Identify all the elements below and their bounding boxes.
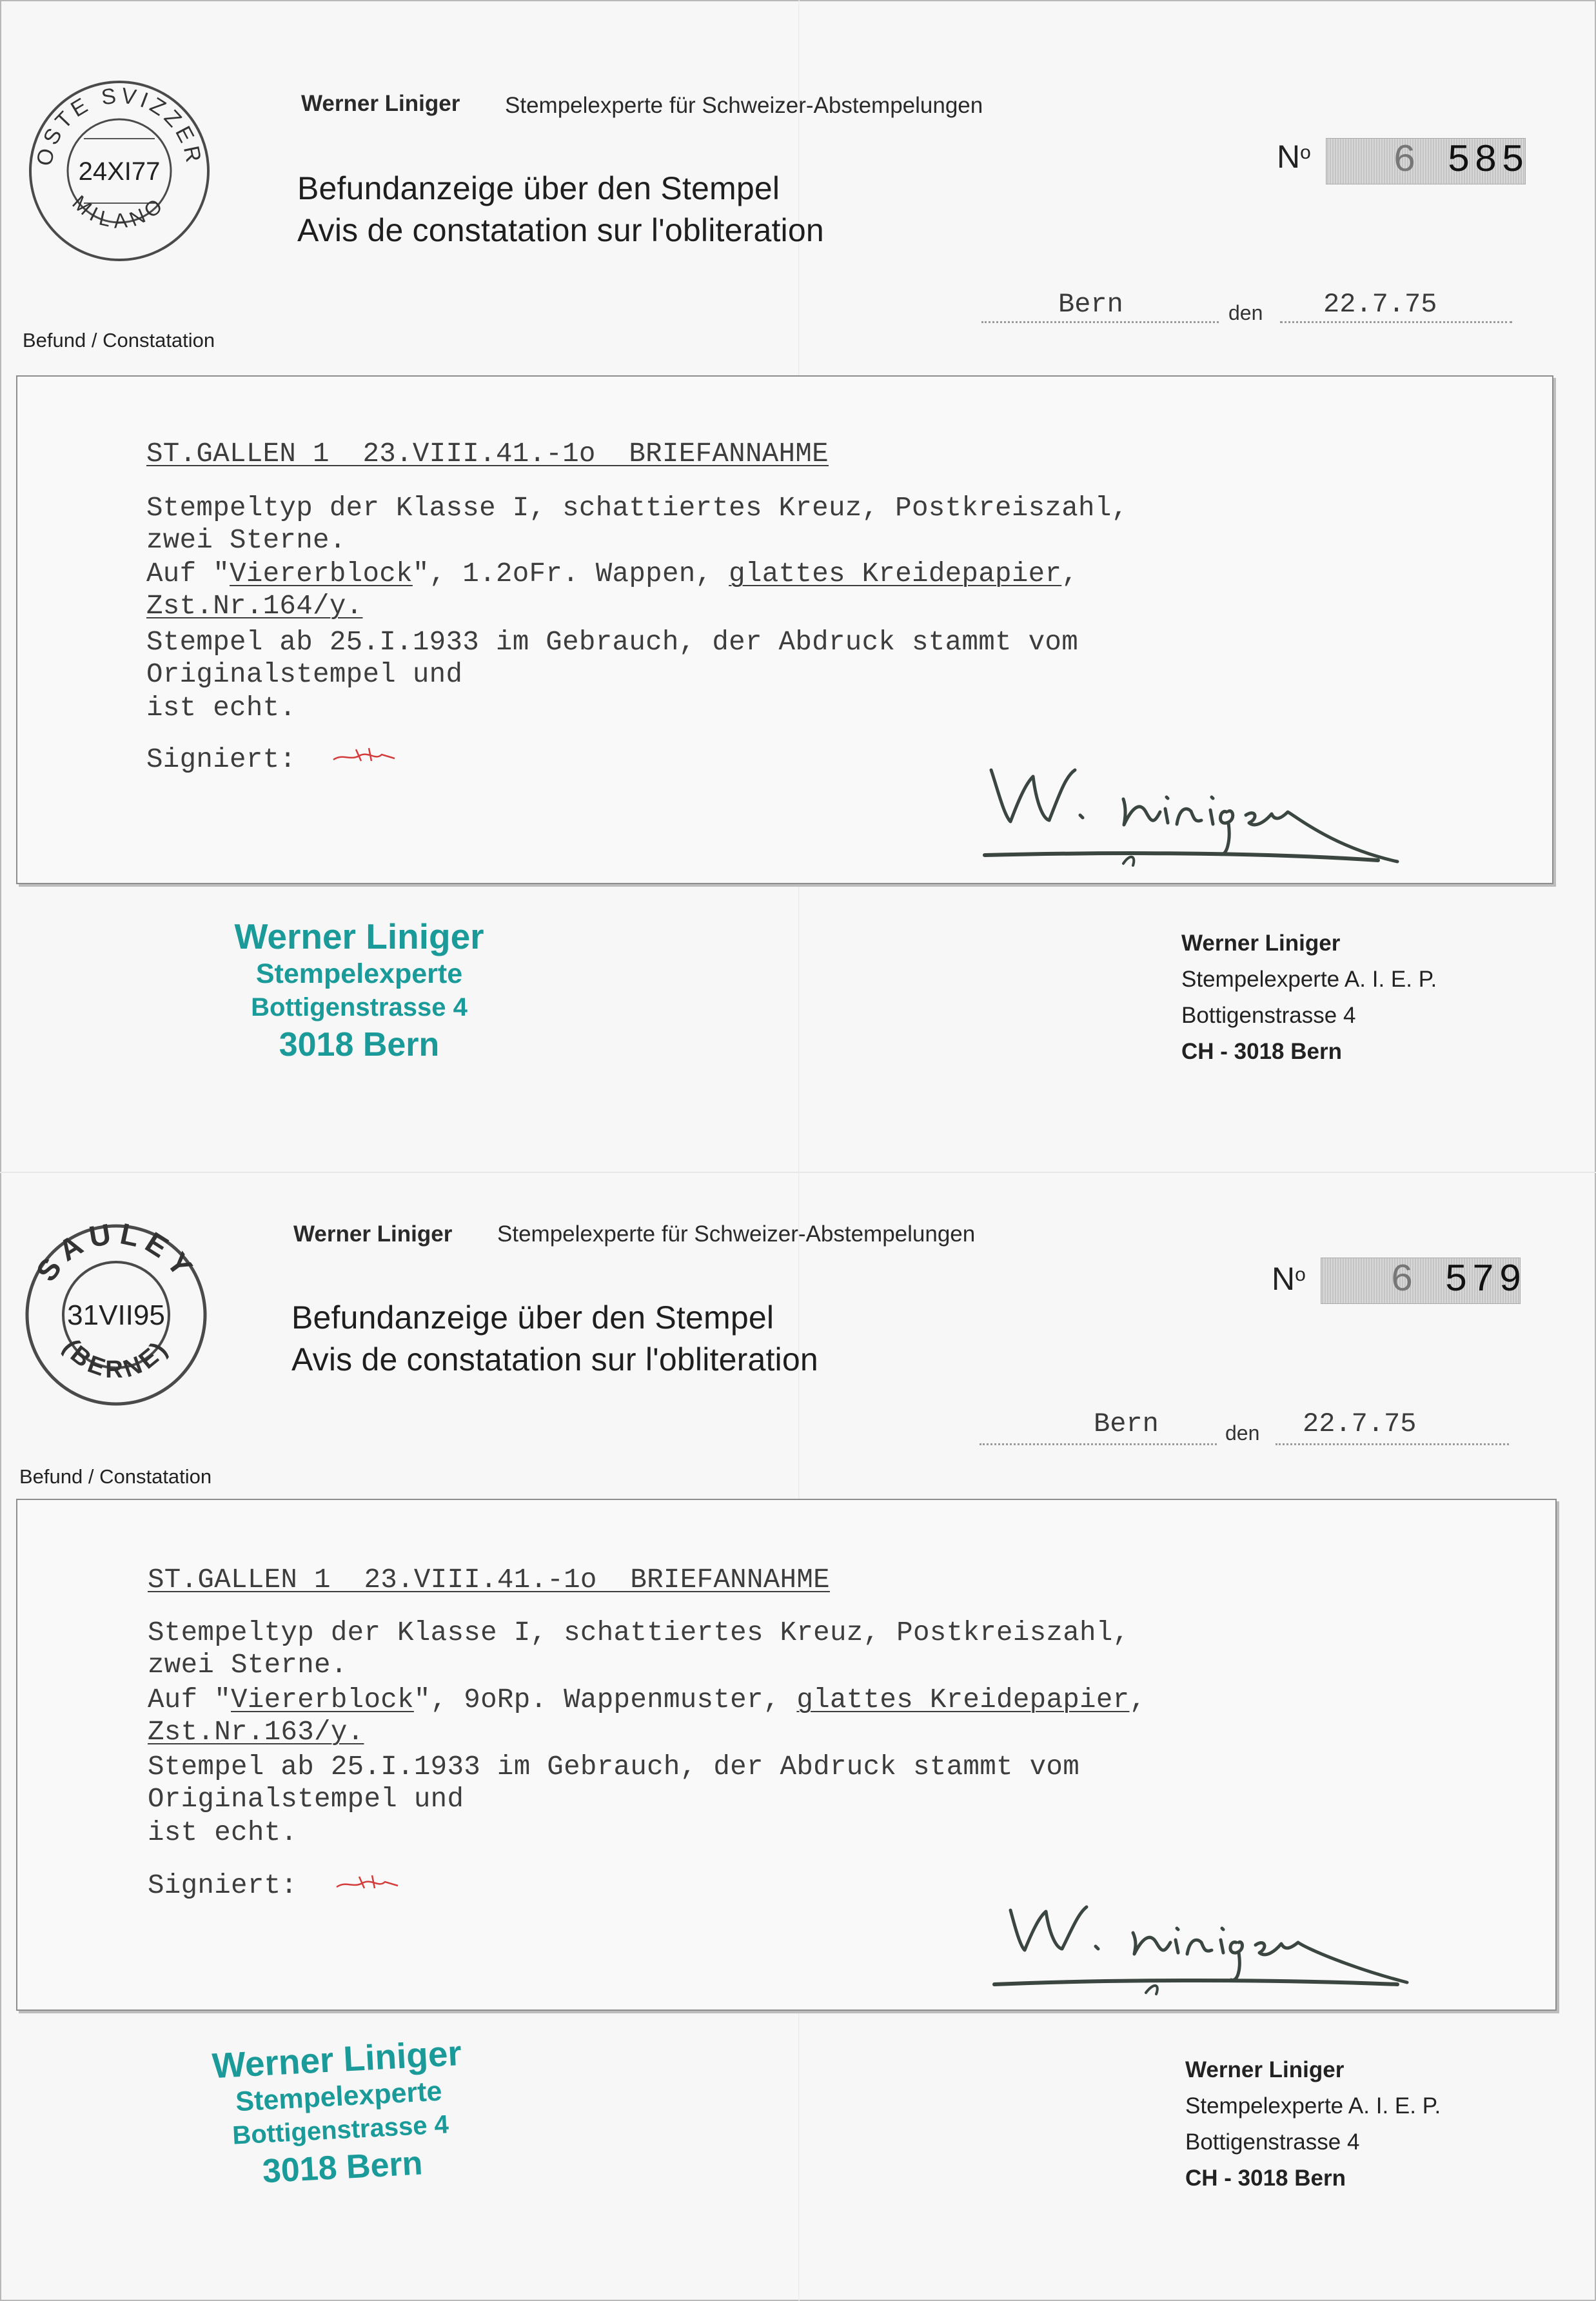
- date-line: [1276, 1443, 1509, 1445]
- place-value: Bern: [1058, 289, 1123, 320]
- date-value: 22.7.75: [1303, 1408, 1417, 1439]
- number-label: $N^o$: [1272, 1261, 1306, 1297]
- number-value: 6 585: [1393, 139, 1529, 183]
- body-line-5: Zst.Nr.163/y.: [148, 1717, 364, 1748]
- body-line-5: Zst.Nr.164/y.: [146, 591, 363, 622]
- postmark-designation: ST.GALLEN 1 23.VIII.41.-1o BRIEFANNAHME: [146, 439, 829, 469]
- number-value: 6 579: [1390, 1259, 1526, 1303]
- postmark-sauley: [19, 1218, 213, 1412]
- header-subtitle: Stempelexperte für Schweizer-Abstempelungen: [505, 93, 983, 118]
- teal-stamp-city: 3018 Bern: [261, 2144, 424, 2191]
- svg-text:31VII95: 31VII95: [67, 1299, 165, 1331]
- postmark-sauley-icon: [19, 1218, 213, 1412]
- befund-label: Befund / Constatation: [23, 329, 215, 351]
- body-line-8: ist echt.: [146, 693, 297, 724]
- title-french: Avis de constatation sur l'obliteration: [297, 212, 824, 248]
- red-mark-icon: [333, 1869, 404, 1895]
- svg-text:24XI77: 24XI77: [78, 157, 161, 186]
- address-street: Bottigenstrasse 4: [1185, 2129, 1360, 2155]
- postmark-designation: ST.GALLEN 1 23.VIII.41.-1o BRIEFANNAHME: [148, 1565, 830, 1595]
- address-name: Werner Liniger: [1185, 2057, 1345, 2082]
- findings-box: [16, 375, 1553, 884]
- svg-text:SAULEY: SAULEY: [29, 1218, 203, 1288]
- teal-stamp-role: Stempelexperte: [255, 958, 463, 989]
- sender-address: [1181, 925, 1437, 1070]
- certificate-6579: [0, 1150, 1596, 2301]
- body-line-4: Auf "Viererblock", 1.2oFr. Wappen, glattes Kreidepapier,: [146, 558, 1079, 589]
- teal-stamp: [178, 2030, 501, 2196]
- body-line-4: Auf "Viererblock", 9oRp. Wappenmuster, glattes Kreidepapier,: [148, 1684, 1147, 1715]
- header-subtitle: Stempelexperte für Schweizer-Abstempelungen: [497, 1221, 976, 1247]
- svg-text:POSTE SVIZZERE: OSTE SVIZZER: [32, 83, 207, 168]
- address-role: Stempelexperte A. I. E. P.: [1181, 967, 1437, 992]
- number-label: $N^o$: [1277, 139, 1311, 175]
- teal-stamp-role: Stempelexperte: [235, 2075, 443, 2118]
- body-line-3: zwei Sterne.: [146, 525, 346, 556]
- date-line: [1280, 321, 1512, 323]
- findings-box: [16, 1499, 1557, 2011]
- certificate-6585: [0, 0, 1596, 1150]
- address-city: CH - 3018 Bern: [1181, 1039, 1342, 1064]
- den-label: den: [1228, 301, 1263, 324]
- teal-stamp-name: Werner Liniger: [211, 2033, 463, 2086]
- postmark-milano-icon: [23, 74, 216, 268]
- signed-label: Signiert:: [146, 744, 297, 775]
- svg-text:MILANO: MILANO: [68, 190, 171, 233]
- address-role: Stempelexperte A. I. E. P.: [1185, 2093, 1441, 2118]
- teal-stamp-street: Bottigenstrasse 4: [251, 993, 468, 1022]
- body-line-7: Originalstempel und: [146, 659, 463, 690]
- date-value: 22.7.75: [1323, 289, 1437, 320]
- address-street: Bottigenstrasse 4: [1181, 1003, 1356, 1028]
- place-line: [981, 321, 1219, 323]
- title-german: Befundanzeige über den Stempel: [297, 170, 780, 206]
- den-label: den: [1225, 1421, 1260, 1445]
- header-name: Werner Liniger: [293, 1221, 453, 1247]
- title-german: Befundanzeige über den Stempel: [291, 1299, 774, 1336]
- befund-label: Befund / Constatation: [19, 1465, 212, 1488]
- teal-stamp-name: Werner Liniger: [234, 916, 484, 956]
- place-value: Bern: [1094, 1408, 1159, 1439]
- body-line-2: Stempeltyp der Klasse I, schattiertes Kreuz, Postkreiszahl,: [148, 1617, 1130, 1648]
- body-line-7: Originalstempel und: [148, 1784, 464, 1815]
- svg-text:(BERNE): (BERNE): [57, 1334, 175, 1384]
- body-line-6: Stempel ab 25.I.1933 im Gebrauch, der Abdruck stammt vom: [148, 1752, 1080, 1783]
- postmark-milano: [23, 74, 216, 268]
- address-city: CH - 3018 Bern: [1185, 2166, 1346, 2191]
- body-line-2: Stempeltyp der Klasse I, schattiertes Kreuz, Postkreiszahl,: [146, 493, 1128, 524]
- signed-label: Signiert:: [148, 1870, 298, 1901]
- teal-stamp-street: Bottigenstrasse 4: [232, 2110, 449, 2150]
- teal-stamp: [208, 916, 511, 1065]
- body-line-3: zwei Sterne.: [148, 1650, 348, 1681]
- body-line-6: Stempel ab 25.I.1933 im Gebrauch, der Abdruck stammt vom: [146, 627, 1079, 658]
- signature-icon: [985, 1871, 1449, 2000]
- place-line: [980, 1443, 1217, 1445]
- sender-address: [1185, 2052, 1441, 2197]
- header-name: Werner Liniger: [301, 91, 460, 116]
- teal-stamp-city: 3018 Bern: [279, 1026, 440, 1063]
- red-mark-icon: [330, 742, 401, 767]
- address-name: Werner Liniger: [1181, 931, 1341, 956]
- body-line-8: ist echt.: [148, 1817, 298, 1848]
- title-french: Avis de constatation sur l'obliteration: [291, 1341, 818, 1378]
- signature-icon: [972, 744, 1436, 873]
